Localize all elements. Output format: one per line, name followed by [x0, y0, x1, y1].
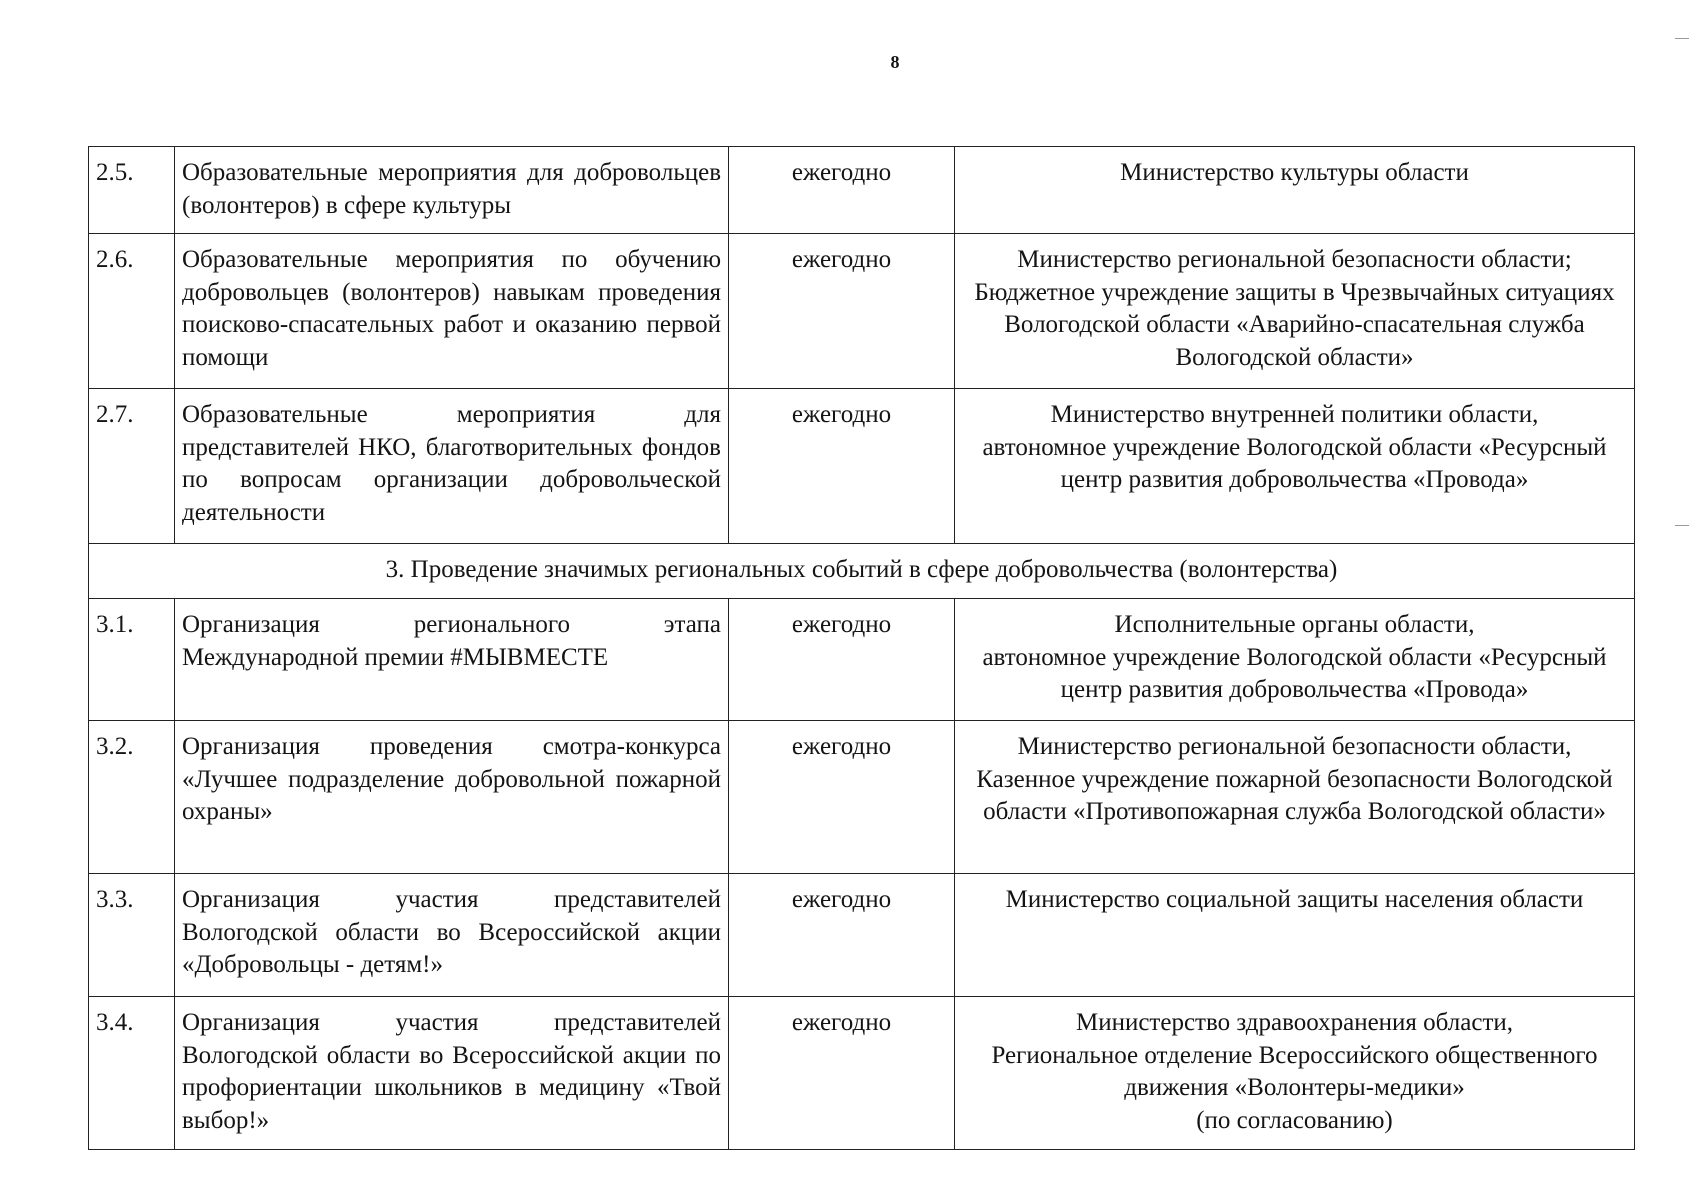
event-period: ежегодно: [729, 389, 955, 544]
executor-line: Министерство здравоохранения области,: [1075, 1009, 1514, 1036]
table-row: [89, 234, 1635, 389]
row-number: 3.4.: [89, 997, 175, 1150]
row-number: 3.2.: [89, 721, 175, 874]
event-executors: [955, 721, 1635, 874]
executor-line: Исполнительные органы области,: [1114, 611, 1475, 638]
event-period: ежегодно: [729, 234, 955, 389]
executor-line: Казенное учреждение пожарной безопасности Вологодской области «Противопожарная служба Вологодской области»: [976, 765, 1613, 825]
event-name: Организация проведения смотра-конкурса «Лучшее подразделение добровольной пожарной охраны»: [175, 721, 729, 874]
executor-line: Министерство социальной защиты населения области: [1005, 886, 1584, 913]
executor-line: Министерство внутренней политики области,: [1050, 401, 1539, 428]
table-row: [89, 721, 1635, 874]
section-row: [89, 544, 1635, 599]
table-row: [89, 997, 1635, 1150]
table-row: [89, 147, 1635, 234]
table-row: [89, 874, 1635, 997]
table-row: [89, 599, 1635, 721]
executor-line: автономное учреждение Вологодской области «Ресурсный центр развития добровольчества «Провода»: [982, 433, 1607, 493]
row-number: 3.3.: [89, 874, 175, 997]
executor-line: (по согласованию): [1196, 1106, 1393, 1134]
event-name: Образовательные мероприятия для добровольцев (волонтеров) в сфере культуры: [175, 147, 729, 234]
event-executors: [955, 599, 1635, 721]
event-period: ежегодно: [729, 147, 955, 234]
action-plan-table: [88, 146, 1635, 1150]
page-number: 8: [890, 52, 900, 72]
scan-mark: [1675, 38, 1689, 39]
event-executors: [955, 234, 1635, 389]
section-title: 3. Проведение значимых региональных событий в сфере добровольчества (волонтерства): [89, 544, 1635, 599]
event-period: ежегодно: [729, 599, 955, 721]
row-number: 2.5.: [89, 147, 175, 234]
table-row: [89, 389, 1635, 544]
scan-mark: [1675, 525, 1689, 526]
event-name: Образовательные мероприятия для представителей НКО, благотворительных фондов по вопросам организации добровольческой деятельности: [175, 389, 729, 544]
event-name: Организация регионального этапа Международной премии #МЫВМЕСТЕ: [175, 599, 729, 721]
event-executors: [955, 874, 1635, 997]
event-name: Организация участия представителей Вологодской области во Всероссийской акции «Добровольцы - детям!»: [175, 874, 729, 997]
event-executors: [955, 389, 1635, 544]
event-period: ежегодно: [729, 874, 955, 997]
executor-line: Министерство региональной безопасности области,: [1017, 733, 1572, 760]
event-name: Организация участия представителей Вологодской области во Всероссийской акции по профориентации школьников в медицину «Твой выбор!»: [175, 997, 729, 1150]
event-period: ежегодно: [729, 997, 955, 1150]
event-period: ежегодно: [729, 721, 955, 874]
event-executors: [955, 147, 1635, 234]
executor-line: Министерство культуры области: [1120, 159, 1469, 186]
executor-line: автономное учреждение Вологодской области «Ресурсный центр развития добровольчества «Провода»: [982, 643, 1607, 703]
event-executors: [955, 997, 1635, 1150]
event-name: Образовательные мероприятия по обучению добровольцев (волонтеров) навыкам проведения поисково-спасательных работ и оказанию первой помощи: [175, 234, 729, 389]
row-number: 3.1.: [89, 599, 175, 721]
row-number: 2.6.: [89, 234, 175, 389]
executor-line: Министерство региональной безопасности области; Бюджетное учреждение защиты в Чрезвычайных ситуациях Вологодской области «Аварийно-спасательная служба Вологодской области»: [974, 246, 1615, 371]
row-number: 2.7.: [89, 389, 175, 544]
executor-line: Региональное отделение Всероссийского общественного движения «Волонтеры-медики»: [991, 1041, 1598, 1101]
